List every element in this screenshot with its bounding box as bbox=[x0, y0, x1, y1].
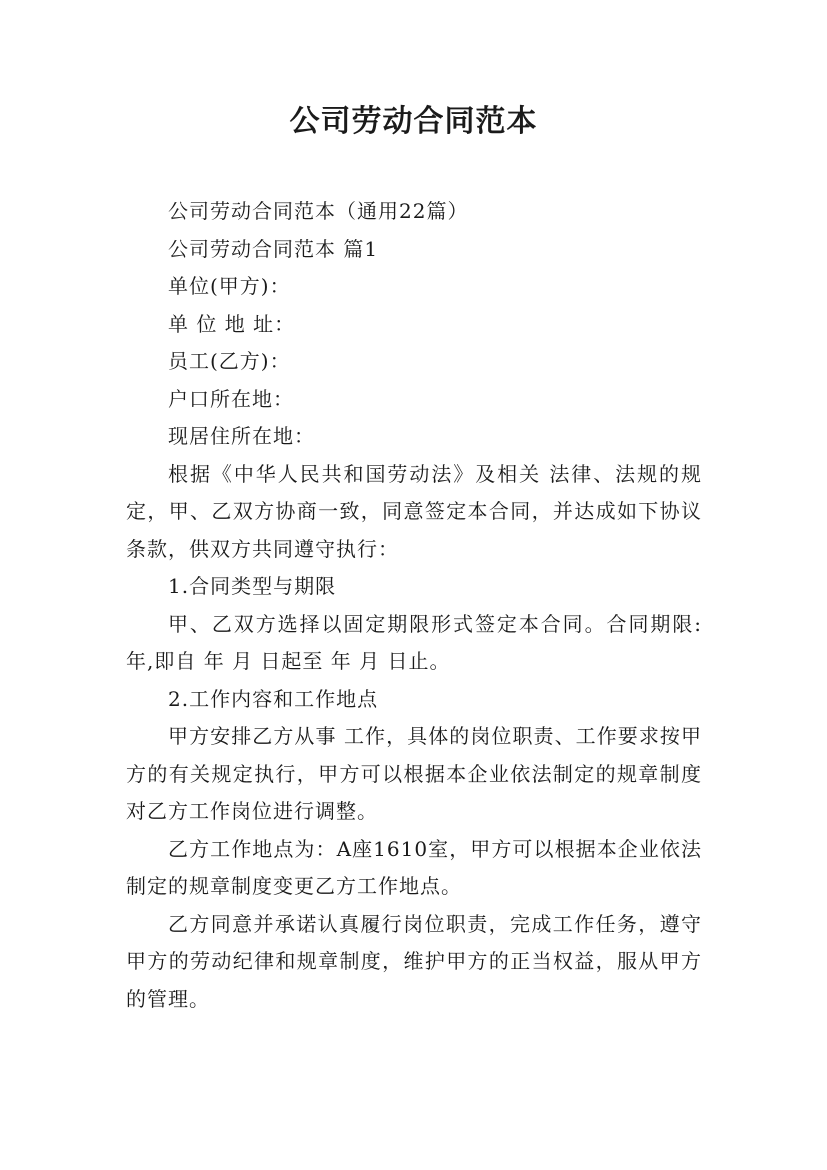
paragraph-job-content: 甲方安排乙方从事 工作，具体的岗位职责、工作要求按甲方的有关规定执行，甲方可以根据本企业依法制定的规章制度对乙方工作岗位进行调整。 bbox=[126, 724, 702, 823]
document-title: 公司劳动合同范本 bbox=[289, 104, 538, 139]
paragraph-work-location: 乙方工作地点为：A座1610室，甲方可以根据本企业依法制定的规章制度变更乙方工作地点。 bbox=[126, 836, 702, 898]
paragraph-contract-term: 甲、乙双方选择以固定期限形式签定本合同。合同期限: 年,即自 年 月 日起至 年 月 日止。 bbox=[126, 611, 710, 673]
document-body bbox=[126, 193, 710, 1018]
paragraph-preamble: 根据《中华人民共和国劳动法》及相关 法律、法规的规定，甲、乙双方协商一致，同意签定本合同，并达成如下协议条款，供双方共同遵守执行： bbox=[126, 461, 702, 561]
field-current-residence: 现居住所在地： bbox=[168, 424, 315, 448]
field-party-a: 单位(甲方)： bbox=[168, 274, 291, 298]
section-heading-2: 2.工作内容和工作地点 bbox=[168, 686, 379, 711]
section-heading-1: 1.合同类型与期限 bbox=[168, 574, 337, 598]
field-company-address: 单 位 地 址： bbox=[168, 311, 296, 336]
paragraph-heading: 公司劳动合同范本（通用22篇） bbox=[168, 199, 469, 223]
paragraph-subheading: 公司劳动合同范本 篇1 bbox=[168, 236, 379, 261]
paragraph-commitment: 乙方同意并承诺认真履行岗位职责，完成工作任务，遵守甲方的劳动纪律和规章制度，维护甲方的正当权益，服从甲方的管理。 bbox=[126, 911, 702, 1011]
field-party-b: 员工(乙方)： bbox=[168, 349, 291, 373]
field-household-registration: 户口所在地： bbox=[168, 386, 294, 411]
